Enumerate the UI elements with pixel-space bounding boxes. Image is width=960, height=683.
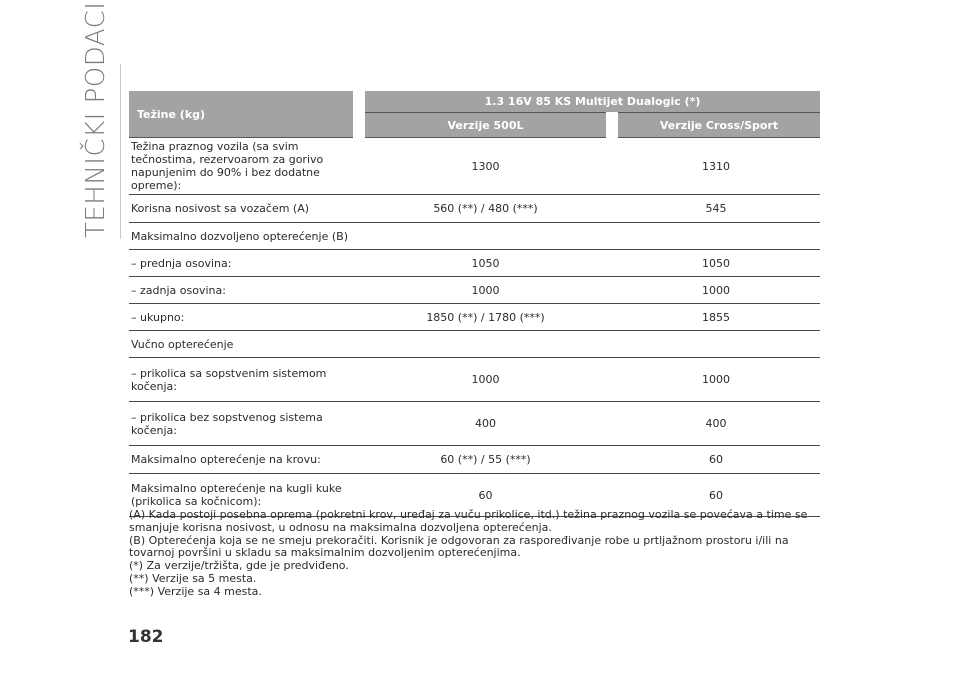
row-value-500l xyxy=(359,331,612,358)
table-row xyxy=(129,223,820,250)
row-label: Vučno opterećenje xyxy=(129,331,359,358)
row-value-cross-sport: 60 xyxy=(612,446,820,474)
footnotes xyxy=(129,509,829,599)
table-row xyxy=(129,358,820,402)
footnote-a: (A) Kada postoji posebna oprema (pokretni krov, uređaj za vuču prikolice, itd.) težina praznog vozila se povećava a time se smanjuje korisna nosivost, u odnosu na maksimalna dozvoljena opterećenja. xyxy=(129,508,808,534)
weights-table xyxy=(129,91,820,517)
row-label: – zadnja osovina: xyxy=(129,277,359,304)
row-label: Korisna nosivost sa vozačem (A) xyxy=(129,195,359,223)
row-value-500l: 1850 (**) / 1780 (***) xyxy=(359,304,612,331)
footnote-triple-star: (***) Verzije sa 4 mesta. xyxy=(129,584,262,598)
version-500l-header: Verzije 500L xyxy=(359,113,612,138)
row-value-500l: 400 xyxy=(359,402,612,446)
row-value-500l: 1300 xyxy=(359,138,612,195)
row-value-cross-sport: 1310 xyxy=(612,138,820,195)
row-value-cross-sport: 1050 xyxy=(612,250,820,277)
row-value-500l: 60 xyxy=(359,474,612,517)
section-title: TEHNIČKI PODACI xyxy=(81,1,111,238)
row-value-cross-sport: 545 xyxy=(612,195,820,223)
row-label: Maksimalno dozvoljeno opterećenje (B) xyxy=(129,223,359,250)
engine-header: 1.3 16V 85 KS Multijet Dualogic (*) xyxy=(359,91,820,113)
row-label: Težina praznog vozila (sa svim tečnostima, rezervoarom za gorivo napunjenim do 90% i bez dodatne opreme): xyxy=(129,138,359,195)
row-value-500l: 1000 xyxy=(359,358,612,402)
row-value-500l: 1050 xyxy=(359,250,612,277)
table-row xyxy=(129,277,820,304)
version-cross-sport-header: Verzije Cross/Sport xyxy=(612,113,820,138)
row-value-500l: 560 (**) / 480 (***) xyxy=(359,195,612,223)
footnote-double-star: (**) Verzije sa 5 mesta. xyxy=(129,571,257,585)
page-number: 182 xyxy=(128,627,164,647)
row-value-500l: 1000 xyxy=(359,277,612,304)
section-divider xyxy=(120,64,121,239)
row-value-500l xyxy=(359,223,612,250)
row-label: Maksimalno opterećenje na kugli kuke (prikolica sa kočnicom): xyxy=(129,474,359,517)
table-row xyxy=(129,402,820,446)
row-value-cross-sport: 1000 xyxy=(612,358,820,402)
table-row xyxy=(129,446,820,474)
footnote-b: (B) Opterećenja koja se ne smeju prekoračiti. Korisnik je odgovoran za raspoređivanje robe u prtljažnom prostoru i/ili na tovarnoj površini u skladu sa maksimalnim dozvoljenim opterećenjima. xyxy=(129,533,789,560)
table-row xyxy=(129,138,820,195)
row-label: – ukupno: xyxy=(129,304,359,331)
row-value-cross-sport: 1855 xyxy=(612,304,820,331)
table-row xyxy=(129,195,820,223)
row-label: – prikolica bez sopstvenog sistema kočenja: xyxy=(129,402,359,446)
row-value-cross-sport: 400 xyxy=(612,402,820,446)
row-value-cross-sport: 60 xyxy=(612,474,820,517)
row-value-500l: 60 (**) / 55 (***) xyxy=(359,446,612,474)
row-value-cross-sport: 1000 xyxy=(612,277,820,304)
table-row xyxy=(129,250,820,277)
footnote-star: (*) Za verzije/tržišta, gde je predviđeno. xyxy=(129,559,349,573)
table-row xyxy=(129,304,820,331)
row-value-cross-sport xyxy=(612,331,820,358)
row-value-cross-sport xyxy=(612,223,820,250)
weights-header: Težine (kg) xyxy=(129,91,359,138)
row-label: – prednja osovina: xyxy=(129,250,359,277)
row-label: – prikolica sa sopstvenim sistemom kočenja: xyxy=(129,358,359,402)
table-row xyxy=(129,331,820,358)
row-label: Maksimalno opterećenje na krovu: xyxy=(129,446,359,474)
